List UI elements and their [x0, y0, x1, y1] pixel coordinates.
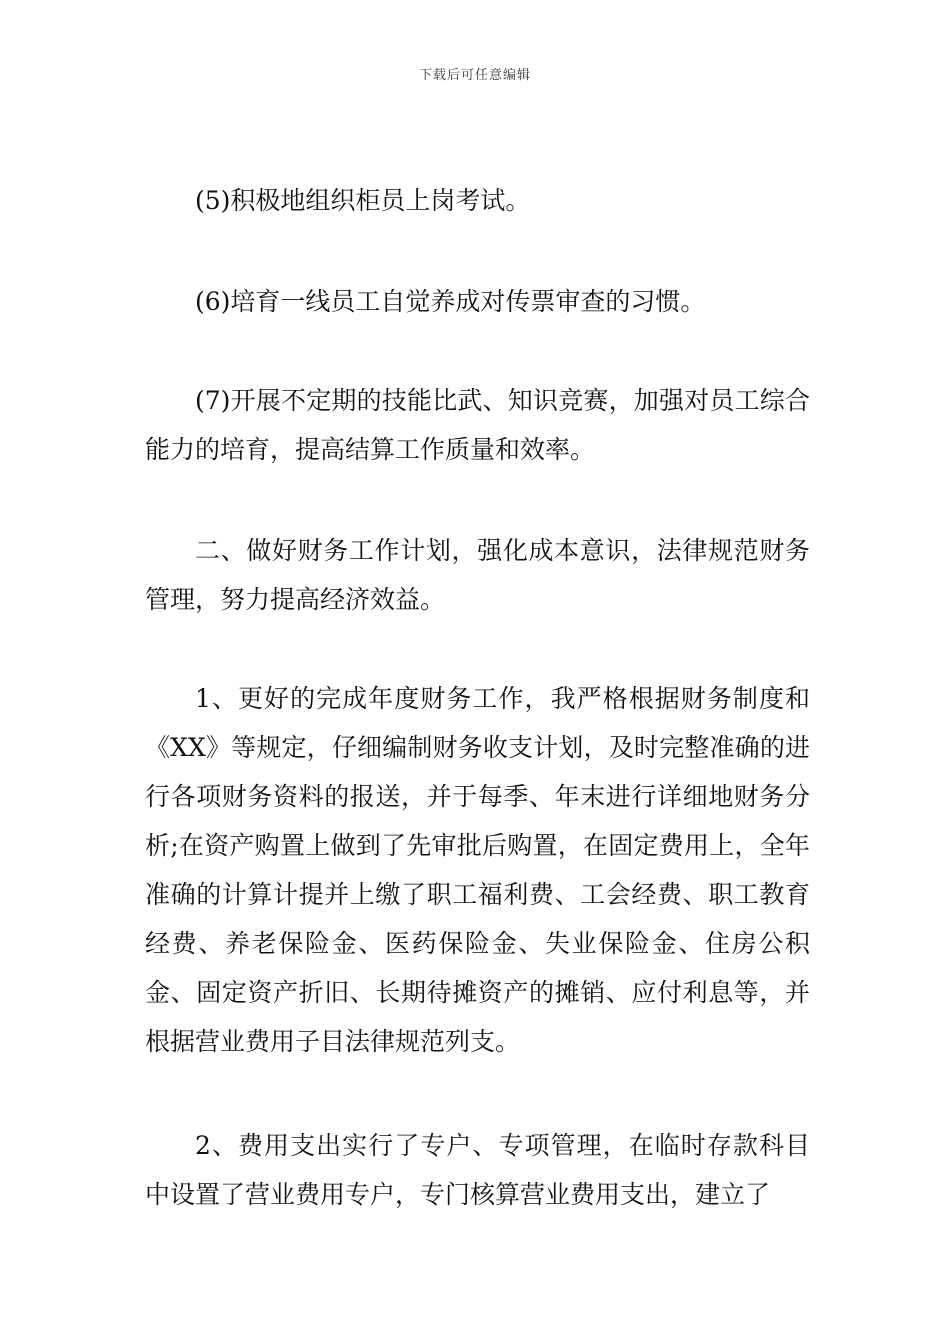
paragraph-item-5: (5)积极地组织柜员上岗考试。	[195, 186, 531, 215]
section-heading-2: 二、做好财务工作计划，强化成本意识，法律规范财务管理，努力提高经济效益。	[145, 536, 810, 614]
paragraph-item-7: (7)开展不定期的技能比武、知识竞赛，加强对员工综合能力的培育，提高结算工作质量和效率。	[145, 386, 810, 464]
paragraph-point-1: 1、更好的完成年度财务工作，我严格根据财务制度和《XX》等规定，仔细编制财务收支计划，及时完整准确的进行各项财务资料的报送，并于每季、年末进行详细地财务分析;在资产购置上做到了先审批后购置，在固定费用上，全年准确的计算计提并上缴了职工福利费、工会经费、职工教育经费、养老保险金、医药保险金、失业保险金、住房公积金、固定资产折旧、长期待摊资产的摊销、应付利息等，并根据营业费用子目法律规范列支。	[145, 684, 810, 1056]
page-header: 下载后可任意编辑	[418, 68, 531, 83]
paragraph-item-6: (6)培育一线员工自觉养成对传票审查的习惯。	[195, 287, 706, 316]
paragraph-point-2: 2、费用支出实行了专户、专项管理，在临时存款科目中设置了营业费用专户，专门核算营业费用支出，建立了	[145, 1131, 810, 1209]
